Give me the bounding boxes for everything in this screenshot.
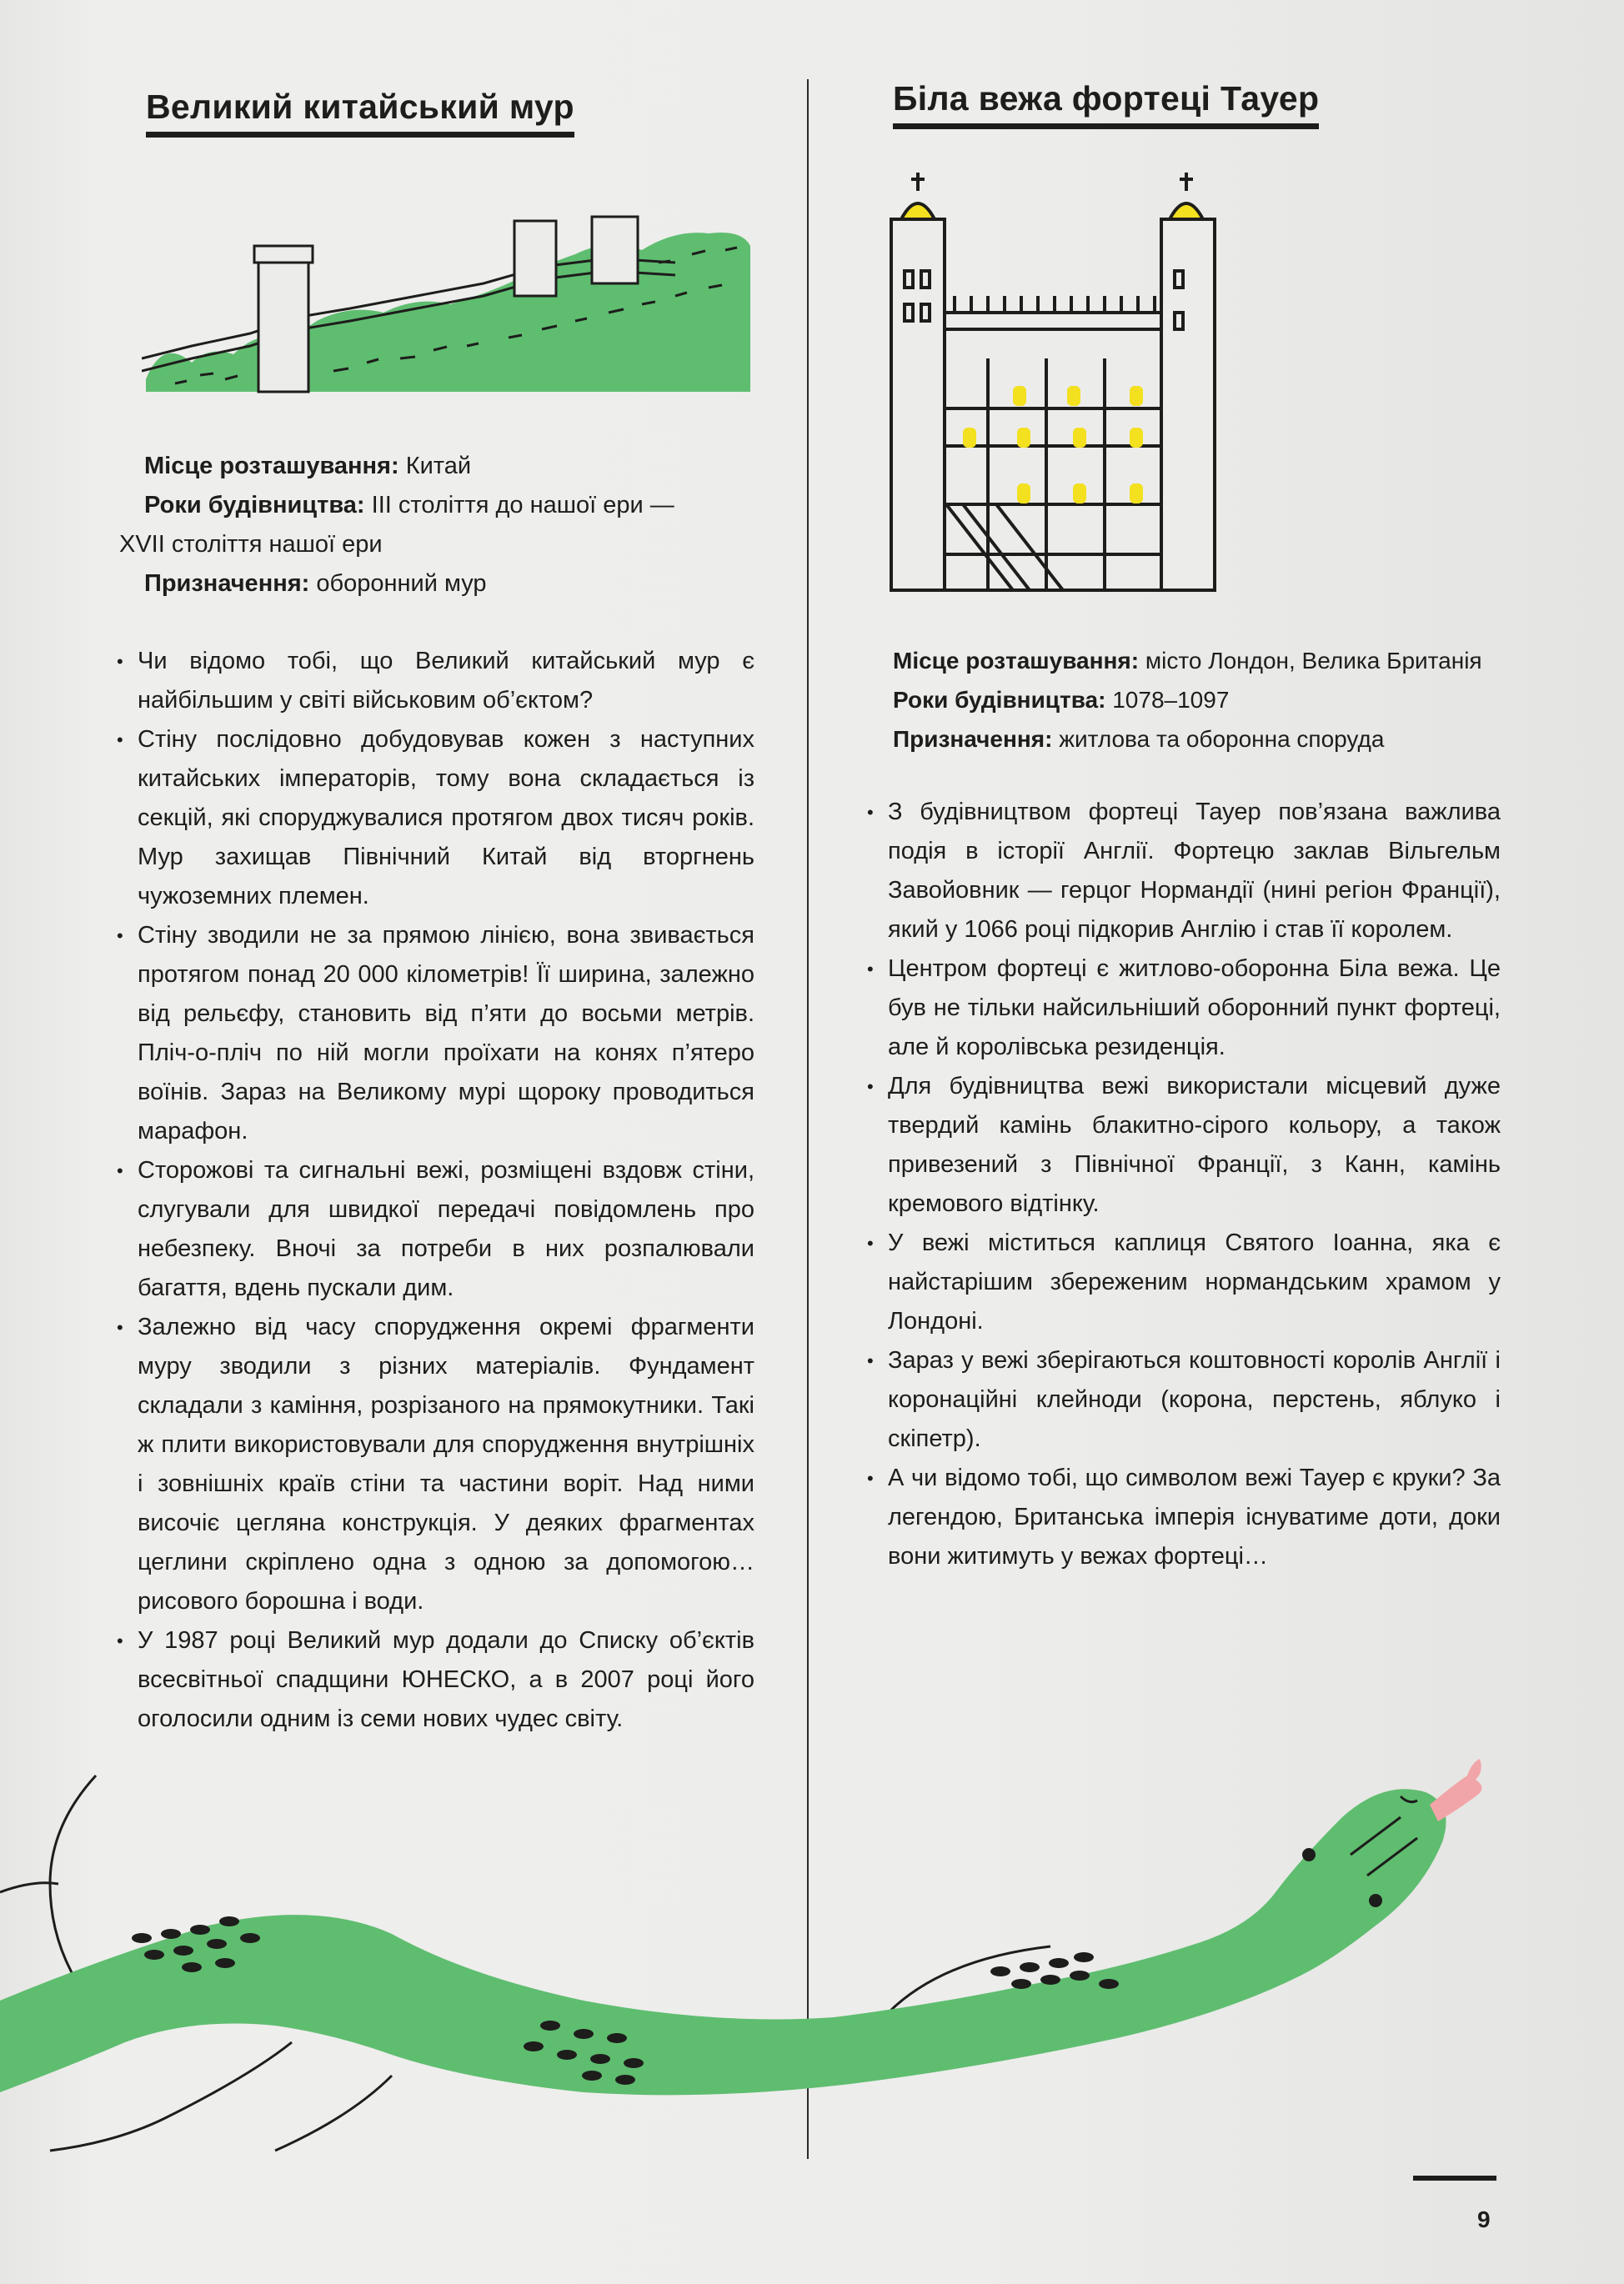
list-item: • Стіну зводили не за прямою лінією, вона звивається протягом понад 20 000 кілометрів! Її ширина, залежно від рельєфу, становить від п’яти до восьми метрів. Пліч-о-пліч по ній могли проїхати на конях п’ятеро воїнів. Зараз на Великому мурі щороку проводиться марафон.	[117, 916, 754, 1151]
list-item: • Сторожові та сигнальні вежі, розміщені вздовж стіни, слугували для швидкої передачі повідомлень про небезпеку. Вночі за потреби в них розпалювали багаття, вдень пускали дим.	[117, 1151, 754, 1308]
great-wall-bullet-list	[117, 642, 754, 1739]
white-tower-title: Біла вежа фортеці Тауер	[893, 79, 1319, 129]
fact-purpose: Призначення: оборонний мур	[144, 570, 487, 597]
great-wall-illustration	[142, 213, 754, 404]
white-tower-bullet-list	[867, 793, 1501, 1576]
fact-location: Місце розташування: місто Лондон, Велика Британія	[893, 648, 1482, 674]
list-item: • Стіну послідовно добудовував кожен з наступних китайських імператорів, тому вона складається із секцій, які споруджувалися протягом двох тисяч років. Мур захищав Північний Китай від вторгнень чужоземних племен.	[117, 720, 754, 916]
page-number: 9	[1477, 2206, 1491, 2232]
snake-illustration	[0, 1726, 1624, 2192]
list-item: • У вежі міститься каплиця Святого Іоанна, яка є найстарішим збереженим нормандським храмом у Лондоні.	[867, 1224, 1501, 1341]
list-item: • А чи відомо тобі, що символом вежі Тауер є круки? За легендою, Британська імперія існуватиме доти, доки вони житимуть у вежах фортеці…	[867, 1459, 1501, 1576]
fact-location: Місце розташування: Китай	[144, 453, 472, 479]
great-wall-title: Великий китайський мур	[146, 88, 574, 138]
list-item: • Для будівництва вежі використали місцевий дуже твердий камінь блакитно-сірого кольору, а також привезений з Північної Франції, з Канн, камінь кремового відтінку.	[867, 1067, 1501, 1224]
fact-years: Роки будівництва: ІІІ століття до нашої ери —	[144, 492, 674, 518]
great-wall-facts	[119, 447, 786, 604]
fact-purpose: Призначення: житлова та оборонна споруда	[893, 726, 1385, 752]
list-item: • З будівництвом фортеці Тауер пов’язана важлива подія в історії Англії. Фортецю заклав Вільгельм Завойовник — герцог Нормандії (нині регіон Франції), який у 1066 році підкорив Англію і став її королем.	[867, 793, 1501, 949]
page-number-rule	[1413, 2176, 1496, 2181]
list-item: • Центром фортеці є житлово-оборонна Біла вежа. Це був не тільки найсильніший оборонний пункт фортеці, але й королівська резиденція.	[867, 949, 1501, 1067]
list-item: • Залежно від часу спорудження окремі фрагменти муру зводили з різних матеріалів. Фундамент складали з каміння, розрізаного на прямокутники. Такі ж плити використовували для спорудження внутрішніх і зовнішніх країв стіни та частини воріт. Над ними височіє цегляна конструкція. У деяких фрагментах цеглини скріплено одна з одною за допомогою… рисового борошна і води.	[117, 1308, 754, 1621]
fact-years: Роки будівництва: 1078–1097	[893, 687, 1230, 713]
list-item: • Чи відомо тобі, що Великий китайський мур є найбільшим у світі військовим об’єктом?	[117, 642, 754, 720]
list-item: • У 1987 році Великий мур додали до Списку об’єктів всесвітньої спадщини ЮНЕСКО, а в 2007 році його оголосили одним із семи нових чудес світу.	[117, 1621, 754, 1739]
fact-years-cont: XVІІ століття нашої ери	[119, 531, 383, 558]
white-tower-facts	[893, 641, 1601, 759]
white-tower-illustration	[888, 171, 1221, 592]
list-item: • Зараз у вежі зберігаються коштовності королів Англії і коронаційні клейноди (корона, перстень, яблуко і скіпетр).	[867, 1341, 1501, 1459]
